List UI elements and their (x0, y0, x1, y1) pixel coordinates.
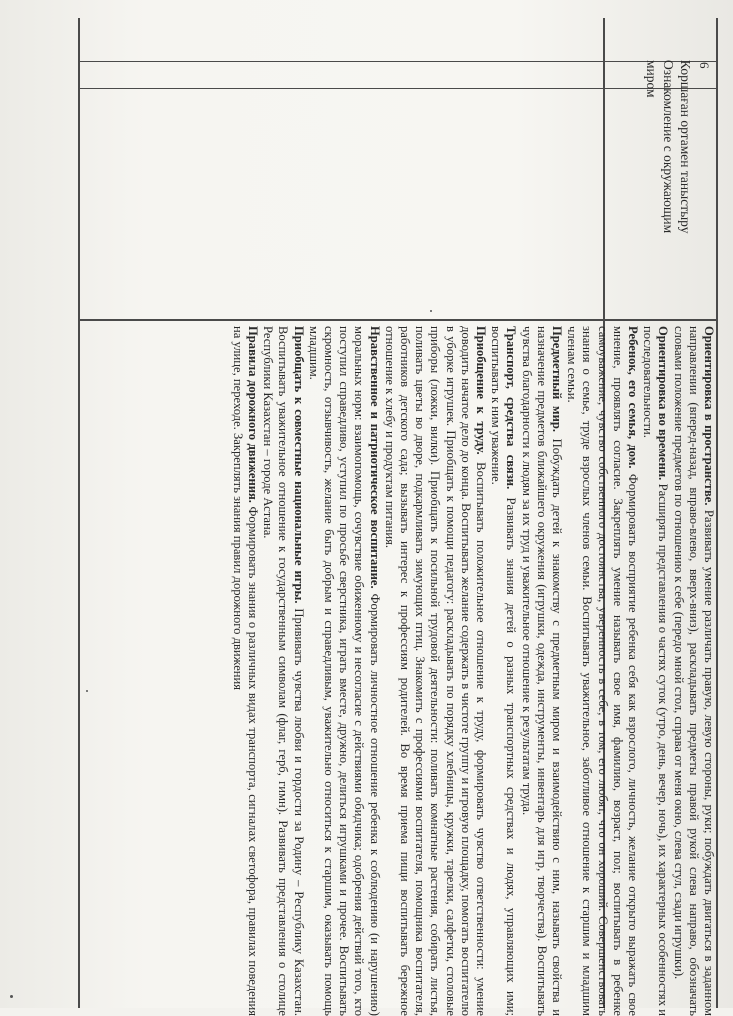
paragraph-text: Развивать знания детей о разных транспортных средствах и людях, управляющих ими; воспитывать к ним уважение. (489, 326, 519, 1016)
paragraph-text: Расширять представления о частях суток (утро, день, вечер, ночь), их характерных особенностях и последовательности. (641, 326, 671, 1016)
paragraph-text: Прививать чувства любви и гордости за Родину – Республику Казахстан. Воспитывать уважительное отношение к государственным символам (флаг, герб, гимн). Развивать представления о столице Республики Казахстан – городе Астана. (261, 326, 306, 1016)
paragraph-heading: Ориентировка во времени. (656, 326, 671, 481)
rotated-document (18, 20, 718, 1016)
paragraph-text: Развивать умение различать правую, левую стороны, руки; побуждать двигаться в заданном направлении (вперед-назад, вправо-влево, вверх-вниз), раскладывать предметы правой рукой слева направо, обозначать словами положение предметов по отношению к себе (передо мной стол, справа от меня окно, слева стул, сзади игрушки). (671, 326, 716, 1016)
paragraph-moral-education (306, 326, 382, 1016)
row-number: 6 (697, 62, 712, 69)
scan-speck (10, 995, 13, 998)
paragraph-heading: Правила дорожного движения. (245, 326, 260, 503)
paragraph-text: Формировать восприятие ребенка себя как взрослого, личность, желание открыто выражать свое мнение, проявлять согласие. Закреплять умение называть свое имя, фамилию, возраст, пол; воспитывать в ребенке самоуважение, чувство собственного достоинства, уверенность в себе, в том, его любят, что он хороший. Совершенствовать знания о семье, труде взрослых членов семьи. Воспитывать уважительное, заботливое отношение к старшим и младшим членам семьи. (565, 326, 640, 1016)
paragraph-text: Формировать личностное отношение ребенка к соблюдению (и нарушению) моральных норм: взаимопомощь, сочувствие обиженному и несогласие с действиями обидчика; одобрения действий того, кто поступил справедливо, уступил по просьбе сверстника, играть вместе, дружно, делиться игрушками и прочее. Воспитывать скромность, отзывчивость, желание быть добрым и справедливым, уважительно относиться к старшим, оказывать помощь младшим. (306, 326, 382, 1016)
paragraph-labor (382, 326, 488, 1016)
paragraph-text: Побуждать детей к знакомству с предметным миром и взаимодействию с ним, называть свойства и назначение предметов ближайшего окружения (игрушки, одежда, инструменты, инвентарь для игр, творчества). Воспитывать чувства благодарности к людям за их труд и уважительное отношение к результатам труда. (519, 326, 564, 1016)
paragraph-heading: Ребенок, его семья, дом. (625, 326, 640, 469)
paragraph-orientation-time (640, 326, 670, 1016)
paragraph-heading: Приобщать к совместные национальные игры. (291, 326, 306, 604)
paragraph-heading: Ориентировка в пространстве. (702, 326, 716, 506)
topic-line-russian: Ознакомление с окружающим (661, 60, 676, 234)
topic-line-russian-cont: миром (644, 60, 659, 98)
paragraph-object-world (518, 326, 564, 1016)
paragraph-orientation-space (670, 326, 716, 1016)
paragraph-heading: Транспорт, средства связи. (504, 326, 519, 490)
content-cell (230, 326, 717, 1016)
paragraph-family-home (564, 326, 640, 1016)
paragraph-national-games (260, 326, 306, 1016)
topic-cell (643, 60, 694, 320)
paragraph-transport (488, 326, 518, 1016)
paragraph-heading: Приобщение к труду. (473, 326, 488, 455)
paragraph-heading: Нравственное и патриотическое воспитание. (367, 326, 382, 589)
paragraph-heading: Предметный мир. (549, 326, 564, 432)
paragraph-text: Воспитывать положительное отношение к труду, формировать чувство ответственности: умение доводить начатое дело до конца. Воспитывать желание содержать в чистоте группу и игровую площадку, помогать воспитателю в уборке игрушек. Приобщать к помощи педагогу: раскладывать по порядку хлебницы, кружки, тарелки, салфетки, столовые приборы (ложки, вилки). Приобщать к посильной трудовой деятельности: поливать комнатные растения, собирать листья, поливать цветы во дворе, подкармливать зимующих птиц. Знакомить с профессиями воспитателя, помощника воспитателя, работников детского сада; вызывать интерес к профессиям родителей. Во время приема пищи воспитывать бережное отношение к хлебу и продуктам питания. (382, 326, 488, 1016)
paragraph-traffic-rules (230, 326, 260, 1016)
paragraph-text: Формировать знания о различных видах транспорта, сигналах светофора, правилах поведения на улице, переходе. Закреплять знания правил дорожного движения (230, 326, 260, 1016)
topic-line-kazakh: Коршаған ортамен таныстыру (678, 60, 693, 234)
